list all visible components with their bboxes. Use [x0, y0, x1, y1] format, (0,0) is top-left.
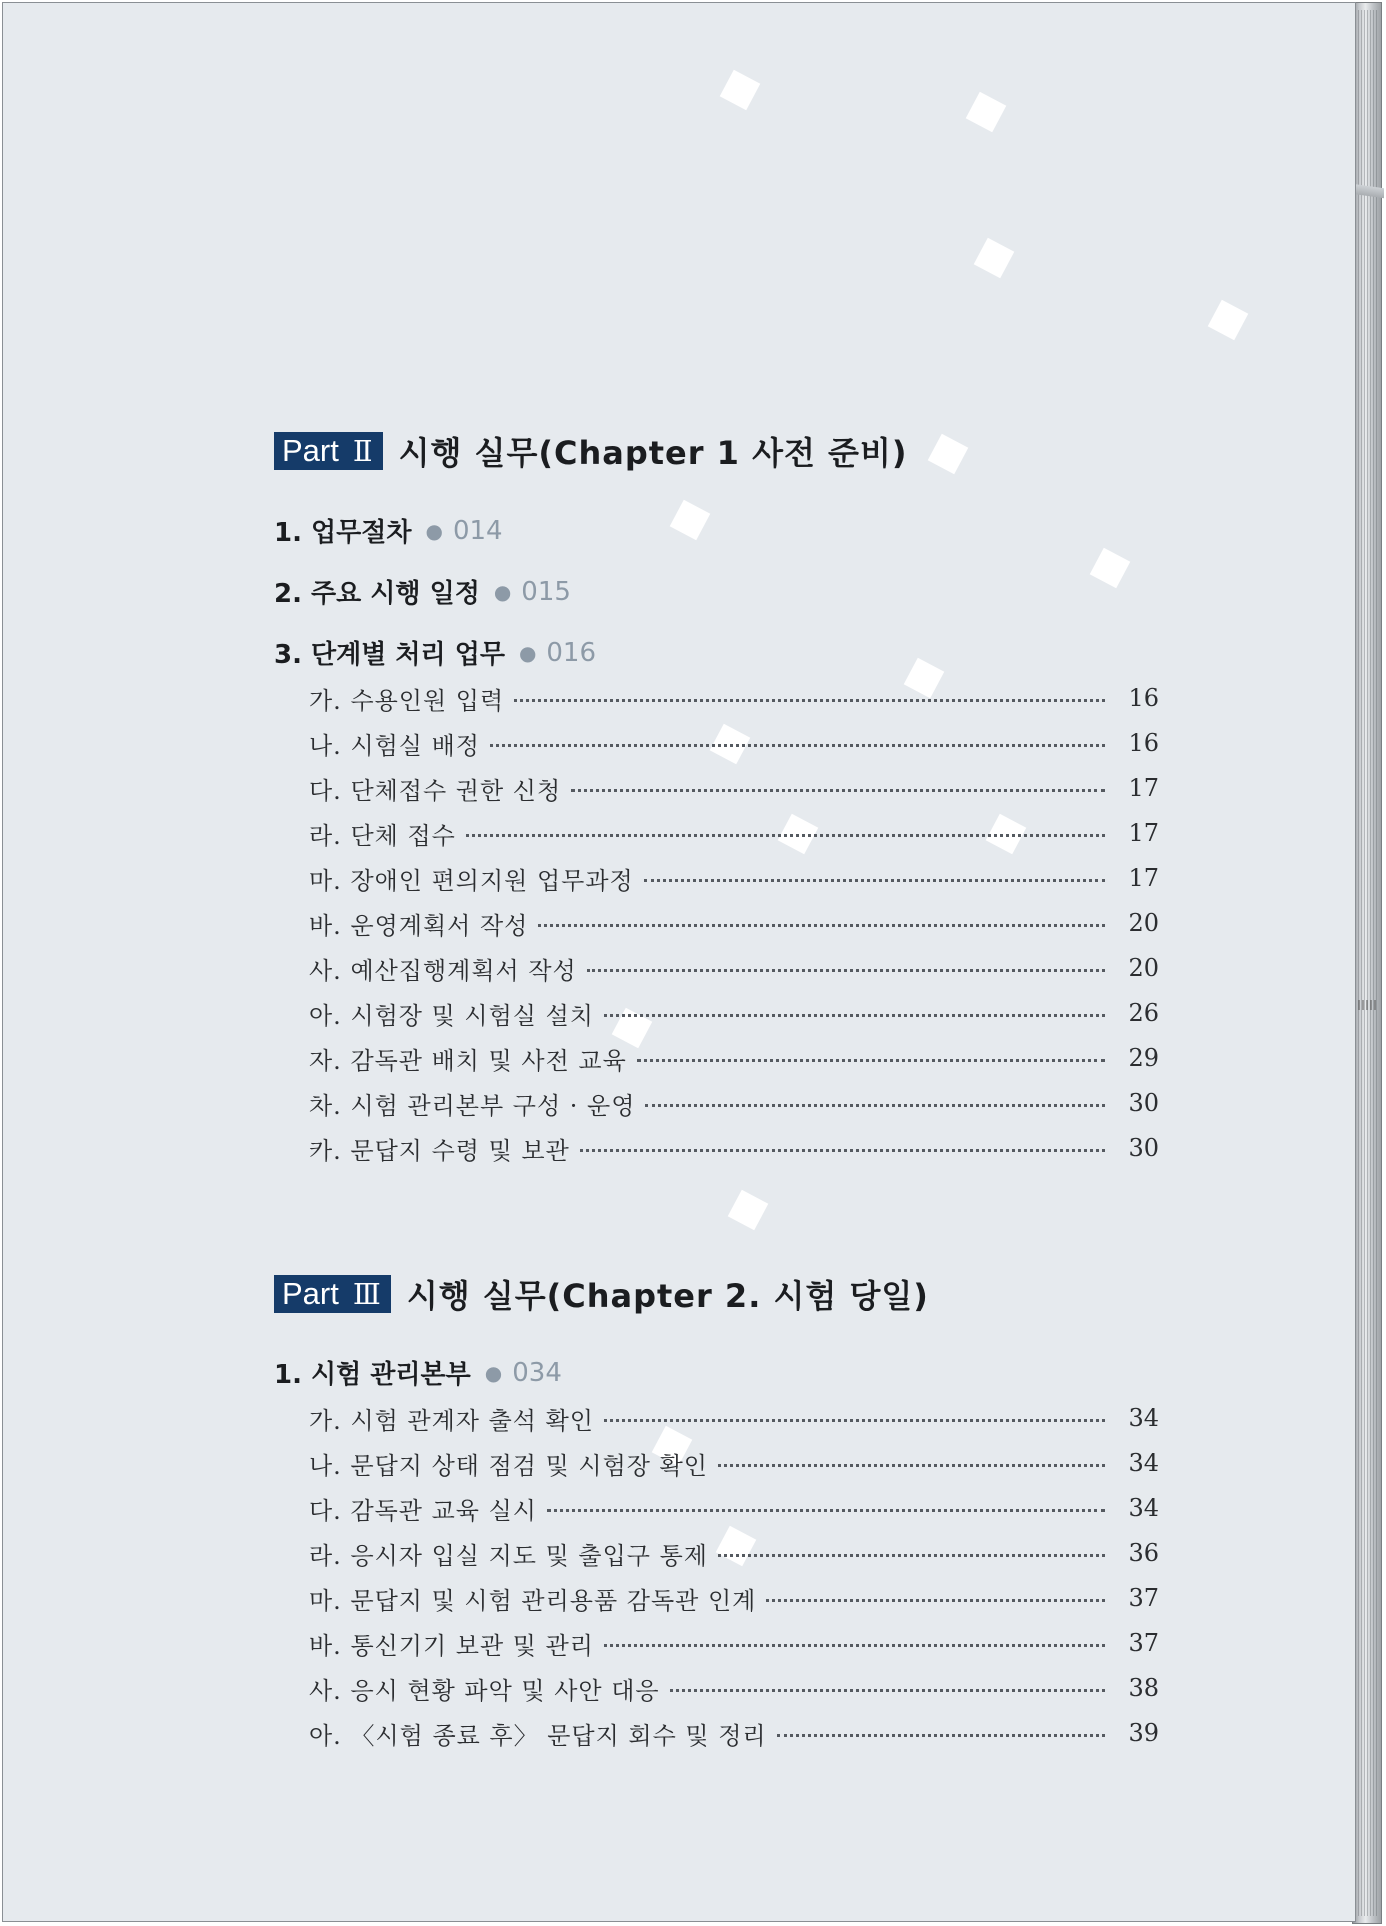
part2-heading	[274, 428, 908, 474]
entry-label: 라. 단체 접수	[309, 821, 456, 850]
leader-dots	[514, 691, 1105, 702]
part3-section-1	[274, 1354, 562, 1391]
entry-page: 38	[1128, 1674, 1159, 1702]
entry-page: 36	[1128, 1539, 1159, 1567]
leader-dots	[644, 871, 1105, 882]
entry-page: 26	[1128, 999, 1159, 1027]
decor-square	[974, 238, 1015, 279]
section-page: 034	[512, 1357, 562, 1388]
decor-square	[1208, 300, 1249, 341]
entry-label: 아. 〈시험 종료 후〉 문답지 회수 및 정리	[309, 1721, 767, 1750]
part3-title: 시행 실무(Chapter 2. 시험 당일)	[406, 1277, 929, 1315]
toc-entry	[309, 906, 1159, 940]
entry-page: 20	[1128, 909, 1159, 937]
toc-entry	[309, 1581, 1159, 1615]
entry-label: 마. 장애인 편의지원 업무과정	[309, 866, 634, 895]
entry-page: 34	[1128, 1449, 1159, 1477]
toc-entry	[309, 1401, 1159, 1435]
entry-page: 17	[1128, 864, 1159, 892]
leader-dots	[766, 1591, 1105, 1602]
decor-square	[728, 1190, 769, 1231]
leader-dots	[571, 781, 1105, 792]
decor-square	[1090, 548, 1131, 589]
section-page: 014	[452, 515, 503, 546]
entry-label: 가. 수용인원 입력	[309, 686, 505, 715]
entry-label: 나. 문답지 상태 점검 및 시험장 확인	[309, 1451, 708, 1480]
entry-label: 라. 응시자 입실 지도 및 출입구 통제	[309, 1541, 708, 1570]
entry-page: 17	[1128, 819, 1159, 847]
decor-square	[966, 92, 1007, 133]
entry-label: 다. 감독관 교육 실시	[309, 1496, 537, 1525]
entry-page: 30	[1128, 1134, 1159, 1162]
entry-page: 37	[1128, 1629, 1159, 1657]
decor-square	[720, 70, 761, 111]
part2-roman: Ⅱ	[352, 434, 373, 468]
leader-dots	[604, 1411, 1105, 1422]
entry-label: 마. 문답지 및 시험 관리용품 감독관 인계	[309, 1586, 757, 1615]
part2-section-3	[274, 634, 596, 671]
toc-entry	[309, 681, 1159, 715]
toc-entry	[309, 996, 1159, 1030]
toc-entry	[309, 1086, 1159, 1120]
part2-badge-label: Part	[282, 433, 339, 468]
leader-dots	[466, 826, 1105, 837]
decor-square	[670, 500, 711, 541]
part3-badge-label: Part	[282, 1276, 339, 1311]
entry-page: 20	[1128, 954, 1159, 982]
part2-section-1	[274, 512, 503, 549]
entry-label: 자. 감독관 배치 및 사전 교육	[309, 1046, 627, 1075]
toc-entry	[309, 1716, 1159, 1750]
part3-badge	[274, 1275, 391, 1313]
toc-entry	[309, 1131, 1159, 1165]
entry-page: 39	[1128, 1719, 1159, 1747]
leader-dots	[637, 1051, 1105, 1062]
part3-roman: Ⅲ	[352, 1277, 381, 1311]
toc-entry	[309, 951, 1159, 985]
book-edge-mark	[1354, 1000, 1376, 1010]
entry-page: 29	[1128, 1044, 1159, 1072]
entry-label: 아. 시험장 및 시험실 설치	[309, 1001, 594, 1030]
section-page: 016	[546, 637, 597, 668]
leader-dots	[645, 1096, 1105, 1107]
bullet-dot-icon: ●	[493, 579, 512, 604]
toc-entry	[309, 1536, 1159, 1570]
part3-heading	[274, 1271, 929, 1317]
entry-page: 34	[1128, 1404, 1159, 1432]
section-label: 1. 업무절차	[274, 518, 412, 548]
entry-page: 30	[1128, 1089, 1159, 1117]
entry-label: 사. 응시 현황 파악 및 사안 대응	[309, 1676, 660, 1705]
entry-page: 34	[1128, 1494, 1159, 1522]
section-page: 015	[521, 576, 571, 607]
bullet-dot-icon: ●	[484, 1360, 503, 1385]
leader-dots	[670, 1681, 1105, 1692]
leader-dots	[777, 1726, 1105, 1737]
leader-dots	[604, 1636, 1105, 1647]
entry-label: 다. 단체접수 권한 신청	[309, 776, 562, 805]
part2-badge	[274, 432, 383, 470]
entry-label: 바. 통신기기 보관 및 관리	[309, 1631, 594, 1660]
section-label: 3. 단계별 처리 업무	[274, 640, 505, 670]
toc-entry	[309, 726, 1159, 760]
entry-label: 가. 시험 관계자 출석 확인	[309, 1406, 594, 1435]
leader-dots	[718, 1456, 1105, 1467]
section-label: 2. 주요 시행 일정	[274, 579, 480, 609]
toc-entry	[309, 1491, 1159, 1525]
bullet-dot-icon: ●	[425, 518, 443, 543]
book-page-stack	[1358, 10, 1378, 1916]
toc-entry	[309, 816, 1159, 850]
leader-dots	[547, 1501, 1105, 1512]
entry-page: 16	[1128, 684, 1159, 712]
decor-square	[928, 434, 969, 475]
toc-entry	[309, 1671, 1159, 1705]
toc-entry	[309, 1446, 1159, 1480]
leader-dots	[490, 736, 1105, 747]
entry-page: 16	[1128, 729, 1159, 757]
section-label: 1. 시험 관리본부	[274, 1360, 471, 1390]
toc-entry	[309, 771, 1159, 805]
entry-page: 37	[1128, 1584, 1159, 1612]
entry-label: 나. 시험실 배정	[309, 731, 480, 760]
entry-label: 차. 시험 관리본부 구성 · 운영	[309, 1091, 636, 1120]
leader-dots	[718, 1546, 1105, 1557]
leader-dots	[538, 916, 1105, 927]
toc-entry	[309, 1626, 1159, 1660]
toc-entry	[309, 1041, 1159, 1075]
bullet-dot-icon: ●	[518, 640, 537, 665]
part2-section-2	[274, 573, 571, 610]
leader-dots	[580, 1141, 1105, 1152]
entry-label: 바. 운영계획서 작성	[309, 911, 529, 940]
toc-entry	[309, 861, 1159, 895]
entry-label: 사. 예산집행계획서 작성	[309, 956, 577, 985]
part2-title: 시행 실무(Chapter 1 사전 준비)	[398, 434, 908, 472]
leader-dots	[587, 961, 1105, 972]
entry-page: 17	[1128, 774, 1159, 802]
entry-label: 카. 문답지 수령 및 보관	[309, 1136, 570, 1165]
leader-dots	[604, 1006, 1105, 1017]
